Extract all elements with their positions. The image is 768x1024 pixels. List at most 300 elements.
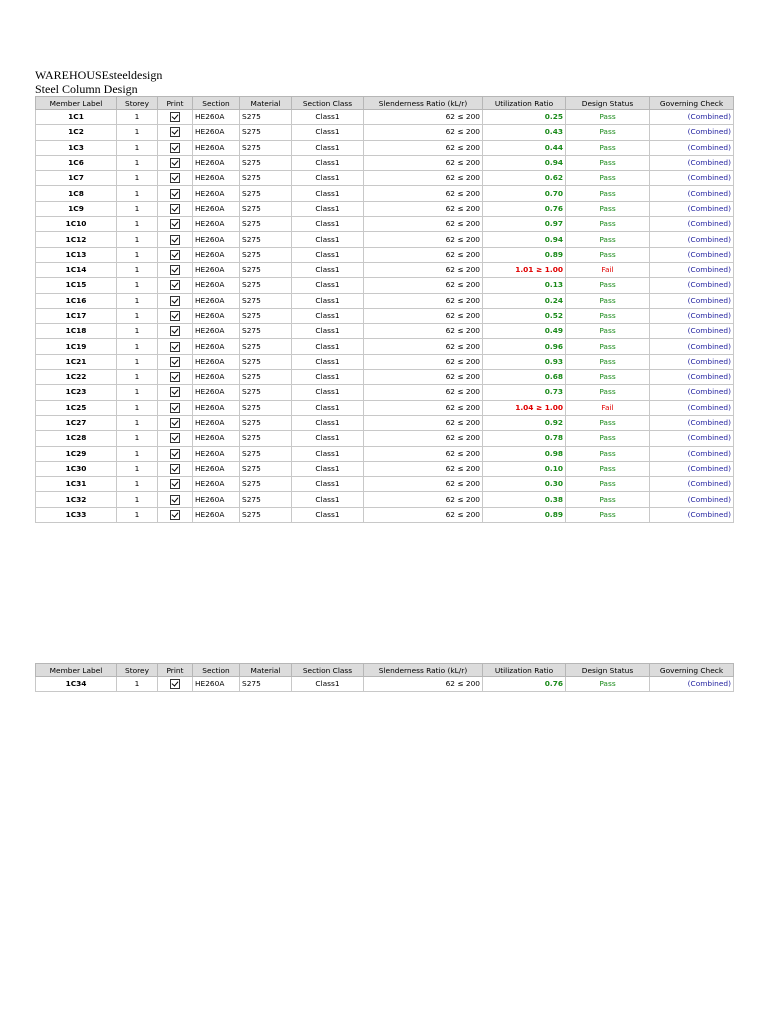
design-status-cell: Pass: [566, 125, 650, 140]
print-checkbox[interactable]: [170, 173, 180, 183]
header-governing-check[interactable]: Governing Check: [650, 97, 734, 110]
header-section[interactable]: Section: [193, 664, 240, 677]
material-cell: S275: [240, 431, 292, 446]
section-class-cell: Class1: [292, 461, 364, 476]
utilization-ratio-cell: 1.01 ≥ 1.00: [483, 262, 566, 277]
governing-check-link[interactable]: (Combined): [650, 308, 734, 323]
design-status-cell: Pass: [566, 507, 650, 522]
storey-cell: 1: [117, 278, 158, 293]
section-cell: HE260A: [193, 415, 240, 430]
governing-check-link[interactable]: (Combined): [650, 446, 734, 461]
member-label-cell[interactable]: 1C7: [36, 171, 117, 186]
design-status-cell: Pass: [566, 278, 650, 293]
design-status-cell: Pass: [566, 201, 650, 216]
print-checkbox[interactable]: [170, 127, 180, 137]
table-row[interactable]: [36, 186, 734, 201]
header-print[interactable]: Print: [158, 664, 193, 677]
print-cell: [158, 278, 193, 293]
print-checkbox[interactable]: [170, 418, 180, 428]
member-label-cell[interactable]: 1C25: [36, 400, 117, 415]
print-cell: [158, 232, 193, 247]
utilization-ratio-cell: 0.44: [483, 140, 566, 155]
utilization-ratio-cell: 0.92: [483, 415, 566, 430]
member-label-cell[interactable]: 1C2: [36, 125, 117, 140]
print-checkbox[interactable]: [170, 204, 180, 214]
storey-cell: 1: [117, 140, 158, 155]
table-row[interactable]: [36, 155, 734, 170]
section-cell: HE260A: [193, 140, 240, 155]
print-checkbox[interactable]: [170, 326, 180, 336]
header-print[interactable]: Print: [158, 97, 193, 110]
governing-check-link[interactable]: (Combined): [650, 201, 734, 216]
design-status-cell: Pass: [566, 431, 650, 446]
header-utilization-ratio[interactable]: Utilization Ratio: [483, 97, 566, 110]
governing-check-link[interactable]: (Combined): [650, 507, 734, 522]
table-row[interactable]: [36, 110, 734, 125]
material-cell: S275: [240, 370, 292, 385]
material-cell: S275: [240, 155, 292, 170]
material-cell: S275: [240, 110, 292, 125]
governing-check-link[interactable]: (Combined): [650, 431, 734, 446]
material-cell: S275: [240, 278, 292, 293]
member-label-cell[interactable]: 1C18: [36, 324, 117, 339]
material-cell: S275: [240, 354, 292, 369]
section-cell: HE260A: [193, 125, 240, 140]
slenderness-ratio-cell: 62 ≤ 200: [364, 110, 483, 125]
section-cell: HE260A: [193, 477, 240, 492]
section-cell: HE260A: [193, 247, 240, 262]
utilization-ratio-cell: 0.24: [483, 293, 566, 308]
section-cell: HE260A: [193, 201, 240, 216]
header-utilization-ratio[interactable]: Utilization Ratio: [483, 664, 566, 677]
section-cell: HE260A: [193, 431, 240, 446]
member-label-cell[interactable]: 1C30: [36, 461, 117, 476]
material-cell: S275: [240, 677, 292, 692]
design-status-cell: Pass: [566, 140, 650, 155]
governing-check-link[interactable]: (Combined): [650, 278, 734, 293]
governing-check-link[interactable]: (Combined): [650, 400, 734, 415]
table-row[interactable]: [36, 677, 734, 692]
print-cell: [158, 492, 193, 507]
slenderness-ratio-cell: 62 ≤ 200: [364, 400, 483, 415]
governing-check-link[interactable]: (Combined): [650, 262, 734, 277]
design-status-cell: Pass: [566, 477, 650, 492]
print-cell: [158, 262, 193, 277]
print-cell: [158, 293, 193, 308]
slenderness-ratio-cell: 62 ≤ 200: [364, 278, 483, 293]
print-checkbox[interactable]: [170, 311, 180, 321]
member-label-cell[interactable]: 1C14: [36, 262, 117, 277]
utilization-ratio-cell: 0.76: [483, 201, 566, 216]
storey-cell: 1: [117, 324, 158, 339]
design-status-cell: Fail: [566, 262, 650, 277]
table-row[interactable]: [36, 125, 734, 140]
table-row[interactable]: [36, 201, 734, 216]
header-material[interactable]: Material: [240, 664, 292, 677]
table-row[interactable]: [36, 278, 734, 293]
material-cell: S275: [240, 186, 292, 201]
section-class-cell: Class1: [292, 507, 364, 522]
material-cell: S275: [240, 171, 292, 186]
print-checkbox[interactable]: [170, 510, 180, 520]
slenderness-ratio-cell: 62 ≤ 200: [364, 324, 483, 339]
print-checkbox[interactable]: [170, 479, 180, 489]
material-cell: S275: [240, 400, 292, 415]
storey-cell: 1: [117, 677, 158, 692]
section-cell: HE260A: [193, 293, 240, 308]
table-row[interactable]: [36, 217, 734, 232]
header-storey[interactable]: Storey: [117, 664, 158, 677]
design-status-cell: Pass: [566, 385, 650, 400]
section-class-cell: Class1: [292, 247, 364, 262]
section-class-cell: Class1: [292, 110, 364, 125]
member-label-cell[interactable]: 1C32: [36, 492, 117, 507]
utilization-ratio-cell: 0.43: [483, 125, 566, 140]
storey-cell: 1: [117, 477, 158, 492]
section-class-cell: Class1: [292, 186, 364, 201]
governing-check-link[interactable]: (Combined): [650, 155, 734, 170]
section-class-cell: Class1: [292, 446, 364, 461]
header-section[interactable]: Section: [193, 97, 240, 110]
print-checkbox[interactable]: [170, 464, 180, 474]
print-checkbox[interactable]: [170, 250, 180, 260]
print-cell: [158, 186, 193, 201]
print-checkbox[interactable]: [170, 235, 180, 245]
table-row[interactable]: [36, 293, 734, 308]
print-checkbox[interactable]: [170, 219, 180, 229]
utilization-ratio-cell: 0.78: [483, 431, 566, 446]
print-cell: [158, 507, 193, 522]
governing-check-link[interactable]: (Combined): [650, 339, 734, 354]
utilization-ratio-cell: 0.13: [483, 278, 566, 293]
member-label-cell[interactable]: 1C28: [36, 431, 117, 446]
design-status-cell: Pass: [566, 247, 650, 262]
slenderness-ratio-cell: 62 ≤ 200: [364, 370, 483, 385]
section-class-cell: Class1: [292, 140, 364, 155]
table-row[interactable]: [36, 370, 734, 385]
section-cell: HE260A: [193, 370, 240, 385]
section-cell: HE260A: [193, 308, 240, 323]
member-label-cell[interactable]: 1C22: [36, 370, 117, 385]
slenderness-ratio-cell: 62 ≤ 200: [364, 125, 483, 140]
print-checkbox[interactable]: [170, 342, 180, 352]
member-label-cell[interactable]: 1C3: [36, 140, 117, 155]
column-design-table: [35, 96, 734, 523]
table-row[interactable]: [36, 446, 734, 461]
member-label-cell[interactable]: 1C27: [36, 415, 117, 430]
header-slenderness-ratio[interactable]: Slenderness Ratio (kL/r): [364, 664, 483, 677]
header-member-label[interactable]: Member Label: [36, 664, 117, 677]
header-design-status[interactable]: Design Status: [566, 664, 650, 677]
governing-check-link[interactable]: (Combined): [650, 370, 734, 385]
utilization-ratio-cell: 0.89: [483, 507, 566, 522]
utilization-ratio-cell: 0.94: [483, 232, 566, 247]
governing-check-link[interactable]: (Combined): [650, 324, 734, 339]
section-class-cell: Class1: [292, 431, 364, 446]
print-checkbox[interactable]: [170, 387, 180, 397]
slenderness-ratio-cell: 62 ≤ 200: [364, 677, 483, 692]
member-label-cell[interactable]: 1C19: [36, 339, 117, 354]
print-cell: [158, 140, 193, 155]
print-checkbox[interactable]: [170, 449, 180, 459]
governing-check-link[interactable]: (Combined): [650, 247, 734, 262]
print-cell: [158, 677, 193, 692]
member-label-cell[interactable]: 1C9: [36, 201, 117, 216]
print-cell: [158, 155, 193, 170]
utilization-ratio-cell: 0.89: [483, 247, 566, 262]
table-row[interactable]: [36, 339, 734, 354]
header-member-label[interactable]: Member Label: [36, 97, 117, 110]
section-class-cell: Class1: [292, 339, 364, 354]
governing-check-link[interactable]: (Combined): [650, 354, 734, 369]
print-checkbox[interactable]: [170, 372, 180, 382]
material-cell: S275: [240, 201, 292, 216]
storey-cell: 1: [117, 155, 158, 170]
table-row[interactable]: [36, 324, 734, 339]
governing-check-link[interactable]: (Combined): [650, 186, 734, 201]
governing-check-link[interactable]: (Combined): [650, 415, 734, 430]
utilization-ratio-cell: 0.93: [483, 354, 566, 369]
member-label-cell[interactable]: 1C6: [36, 155, 117, 170]
design-status-cell: Pass: [566, 415, 650, 430]
section-cell: HE260A: [193, 385, 240, 400]
material-cell: S275: [240, 125, 292, 140]
print-checkbox[interactable]: [170, 112, 180, 122]
utilization-ratio-cell: 0.76: [483, 677, 566, 692]
section-class-cell: Class1: [292, 125, 364, 140]
table-row[interactable]: [36, 415, 734, 430]
utilization-ratio-cell: 0.62: [483, 171, 566, 186]
slenderness-ratio-cell: 62 ≤ 200: [364, 431, 483, 446]
table-row[interactable]: [36, 477, 734, 492]
governing-check-link[interactable]: (Combined): [650, 293, 734, 308]
print-cell: [158, 477, 193, 492]
print-checkbox[interactable]: [170, 357, 180, 367]
slenderness-ratio-cell: 62 ≤ 200: [364, 492, 483, 507]
table-row[interactable]: [36, 400, 734, 415]
section-cell: HE260A: [193, 110, 240, 125]
slenderness-ratio-cell: 62 ≤ 200: [364, 385, 483, 400]
member-label-cell[interactable]: 1C23: [36, 385, 117, 400]
header-material[interactable]: Material: [240, 97, 292, 110]
design-status-cell: Pass: [566, 324, 650, 339]
print-checkbox[interactable]: [170, 158, 180, 168]
utilization-ratio-cell: 0.10: [483, 461, 566, 476]
slenderness-ratio-cell: 62 ≤ 200: [364, 415, 483, 430]
print-checkbox[interactable]: [170, 143, 180, 153]
member-label-cell[interactable]: 1C8: [36, 186, 117, 201]
member-label-cell[interactable]: 1C13: [36, 247, 117, 262]
member-label-cell[interactable]: 1C12: [36, 232, 117, 247]
governing-check-link[interactable]: (Combined): [650, 171, 734, 186]
section-cell: HE260A: [193, 400, 240, 415]
storey-cell: 1: [117, 110, 158, 125]
section-class-cell: Class1: [292, 354, 364, 369]
section-cell: HE260A: [193, 186, 240, 201]
material-cell: S275: [240, 477, 292, 492]
governing-check-link[interactable]: (Combined): [650, 232, 734, 247]
table-row[interactable]: [36, 507, 734, 522]
table-row[interactable]: [36, 140, 734, 155]
utilization-ratio-cell: 0.96: [483, 339, 566, 354]
table-row[interactable]: [36, 262, 734, 277]
storey-cell: 1: [117, 492, 158, 507]
governing-check-link[interactable]: (Combined): [650, 492, 734, 507]
design-status-cell: Pass: [566, 461, 650, 476]
storey-cell: 1: [117, 308, 158, 323]
table-row[interactable]: [36, 492, 734, 507]
print-checkbox[interactable]: [170, 433, 180, 443]
slenderness-ratio-cell: 62 ≤ 200: [364, 217, 483, 232]
header-section-class[interactable]: Section Class: [292, 664, 364, 677]
design-status-cell: Pass: [566, 217, 650, 232]
slenderness-ratio-cell: 62 ≤ 200: [364, 339, 483, 354]
utilization-ratio-cell: 0.98: [483, 446, 566, 461]
member-label-cell[interactable]: 1C21: [36, 354, 117, 369]
section-cell: HE260A: [193, 262, 240, 277]
print-checkbox[interactable]: [170, 495, 180, 505]
print-cell: [158, 431, 193, 446]
member-label-cell[interactable]: 1C29: [36, 446, 117, 461]
print-cell: [158, 370, 193, 385]
slenderness-ratio-cell: 62 ≤ 200: [364, 155, 483, 170]
member-label-cell[interactable]: 1C1: [36, 110, 117, 125]
design-status-cell: Pass: [566, 677, 650, 692]
print-cell: [158, 324, 193, 339]
storey-cell: 1: [117, 293, 158, 308]
section-class-cell: Class1: [292, 278, 364, 293]
slenderness-ratio-cell: 62 ≤ 200: [364, 171, 483, 186]
section-class-cell: Class1: [292, 262, 364, 277]
section-cell: HE260A: [193, 155, 240, 170]
member-label-cell[interactable]: 1C16: [36, 293, 117, 308]
header-governing-check[interactable]: Governing Check: [650, 664, 734, 677]
slenderness-ratio-cell: 62 ≤ 200: [364, 477, 483, 492]
member-label-cell[interactable]: 1C15: [36, 278, 117, 293]
section-cell: HE260A: [193, 507, 240, 522]
print-cell: [158, 171, 193, 186]
material-cell: S275: [240, 217, 292, 232]
print-checkbox[interactable]: [170, 189, 180, 199]
section-cell: HE260A: [193, 217, 240, 232]
material-cell: S275: [240, 324, 292, 339]
section-class-cell: Class1: [292, 370, 364, 385]
member-label-cell[interactable]: 1C31: [36, 477, 117, 492]
section-cell: HE260A: [193, 324, 240, 339]
header-slenderness-ratio[interactable]: Slenderness Ratio (kL/r): [364, 97, 483, 110]
header-storey[interactable]: Storey: [117, 97, 158, 110]
utilization-ratio-cell: 0.52: [483, 308, 566, 323]
print-checkbox[interactable]: [170, 296, 180, 306]
document-title: WAREHOUSEsteeldesign: [35, 68, 163, 82]
table-row[interactable]: [36, 461, 734, 476]
table-row[interactable]: [36, 232, 734, 247]
slenderness-ratio-cell: 62 ≤ 200: [364, 186, 483, 201]
material-cell: S275: [240, 492, 292, 507]
section-class-cell: Class1: [292, 232, 364, 247]
storey-cell: 1: [117, 201, 158, 216]
table-row[interactable]: [36, 431, 734, 446]
section-cell: HE260A: [193, 339, 240, 354]
print-checkbox[interactable]: [170, 403, 180, 413]
governing-check-link[interactable]: (Combined): [650, 110, 734, 125]
slenderness-ratio-cell: 62 ≤ 200: [364, 262, 483, 277]
design-status-cell: Pass: [566, 186, 650, 201]
print-checkbox[interactable]: [170, 280, 180, 290]
section-class-cell: Class1: [292, 324, 364, 339]
print-cell: [158, 461, 193, 476]
material-cell: S275: [240, 339, 292, 354]
utilization-ratio-cell: 0.94: [483, 155, 566, 170]
storey-cell: 1: [117, 354, 158, 369]
table-row[interactable]: [36, 354, 734, 369]
member-label-cell[interactable]: 1C34: [36, 677, 117, 692]
design-status-cell: Pass: [566, 354, 650, 369]
table-row[interactable]: [36, 247, 734, 262]
storey-cell: 1: [117, 415, 158, 430]
design-status-cell: Pass: [566, 110, 650, 125]
governing-check-link[interactable]: (Combined): [650, 677, 734, 692]
table-row[interactable]: [36, 308, 734, 323]
member-label-cell[interactable]: 1C10: [36, 217, 117, 232]
print-checkbox[interactable]: [170, 679, 180, 689]
material-cell: S275: [240, 247, 292, 262]
governing-check-link[interactable]: (Combined): [650, 477, 734, 492]
design-status-cell: Pass: [566, 293, 650, 308]
print-cell: [158, 201, 193, 216]
member-label-cell[interactable]: 1C33: [36, 507, 117, 522]
header-section-class[interactable]: Section Class: [292, 97, 364, 110]
material-cell: S275: [240, 308, 292, 323]
utilization-ratio-cell: 0.49: [483, 324, 566, 339]
section-class-cell: Class1: [292, 201, 364, 216]
column-design-table-continued: [35, 663, 734, 692]
governing-check-link[interactable]: (Combined): [650, 461, 734, 476]
utilization-ratio-cell: 0.30: [483, 477, 566, 492]
storey-cell: 1: [117, 400, 158, 415]
print-cell: [158, 217, 193, 232]
slenderness-ratio-cell: 62 ≤ 200: [364, 507, 483, 522]
storey-cell: 1: [117, 339, 158, 354]
material-cell: S275: [240, 293, 292, 308]
material-cell: S275: [240, 415, 292, 430]
header-design-status[interactable]: Design Status: [566, 97, 650, 110]
design-status-cell: Pass: [566, 232, 650, 247]
governing-check-link[interactable]: (Combined): [650, 217, 734, 232]
print-checkbox[interactable]: [170, 265, 180, 275]
print-cell: [158, 415, 193, 430]
storey-cell: 1: [117, 385, 158, 400]
governing-check-link[interactable]: (Combined): [650, 140, 734, 155]
table-row[interactable]: [36, 385, 734, 400]
member-label-cell[interactable]: 1C17: [36, 308, 117, 323]
storey-cell: 1: [117, 186, 158, 201]
utilization-ratio-cell: 1.04 ≥ 1.00: [483, 400, 566, 415]
table-row[interactable]: [36, 171, 734, 186]
design-status-cell: Pass: [566, 370, 650, 385]
table-header-row: [36, 97, 734, 110]
section-class-cell: Class1: [292, 293, 364, 308]
governing-check-link[interactable]: (Combined): [650, 125, 734, 140]
storey-cell: 1: [117, 262, 158, 277]
governing-check-link[interactable]: (Combined): [650, 385, 734, 400]
slenderness-ratio-cell: 62 ≤ 200: [364, 293, 483, 308]
storey-cell: 1: [117, 125, 158, 140]
table-header-row: [36, 664, 734, 677]
storey-cell: 1: [117, 247, 158, 262]
design-status-cell: Pass: [566, 446, 650, 461]
design-status-cell: Pass: [566, 492, 650, 507]
